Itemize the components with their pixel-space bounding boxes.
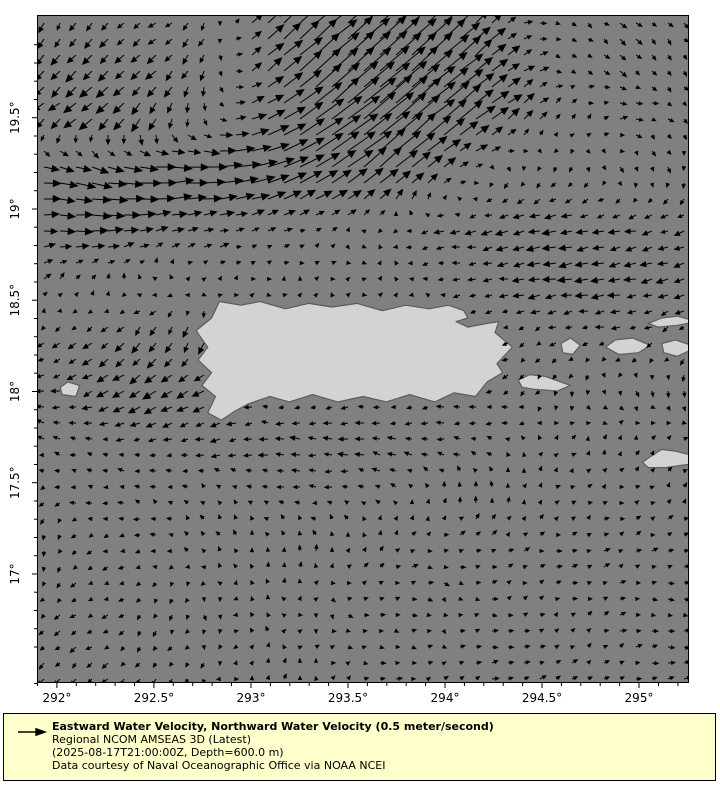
y-tick-label: 19° — [8, 198, 23, 220]
y-tick-label: 18° — [8, 380, 23, 403]
legend-title: Eastward Water Velocity, Northward Water Velocity (0.5 meter/second) — [52, 720, 494, 733]
x-tick-label: 294.5° — [521, 691, 563, 705]
y-tick-label: 17° — [8, 563, 23, 585]
x-tick-label: 292.5° — [133, 691, 175, 705]
reference-arrow-icon — [17, 727, 49, 737]
legend-box — [3, 713, 716, 781]
legend-credit: Data courtesy of Naval Oceanographic Office via NOAA NCEI — [52, 758, 386, 772]
land-st-john — [662, 340, 697, 356]
y-axis — [8, 45, 37, 684]
x-tick-label: 295° — [624, 691, 654, 705]
legend-model: Regional NCOM AMSEAS 3D (Latest) — [52, 732, 251, 746]
y-tick-label: 17.5° — [8, 466, 23, 500]
x-tick-label: 294° — [430, 691, 460, 705]
y-tick-label: 19.5° — [8, 101, 23, 135]
x-tick-label: 293° — [236, 691, 266, 705]
legend-time-depth: (2025-08-17T21:00:00Z, Depth=600.0 m) — [52, 745, 284, 759]
x-axis — [38, 683, 678, 705]
x-tick-label: 293.5° — [327, 691, 369, 705]
x-tick-label: 292° — [42, 691, 72, 705]
y-tick-label: 18.5° — [8, 283, 23, 317]
legend-text — [52, 721, 494, 773]
